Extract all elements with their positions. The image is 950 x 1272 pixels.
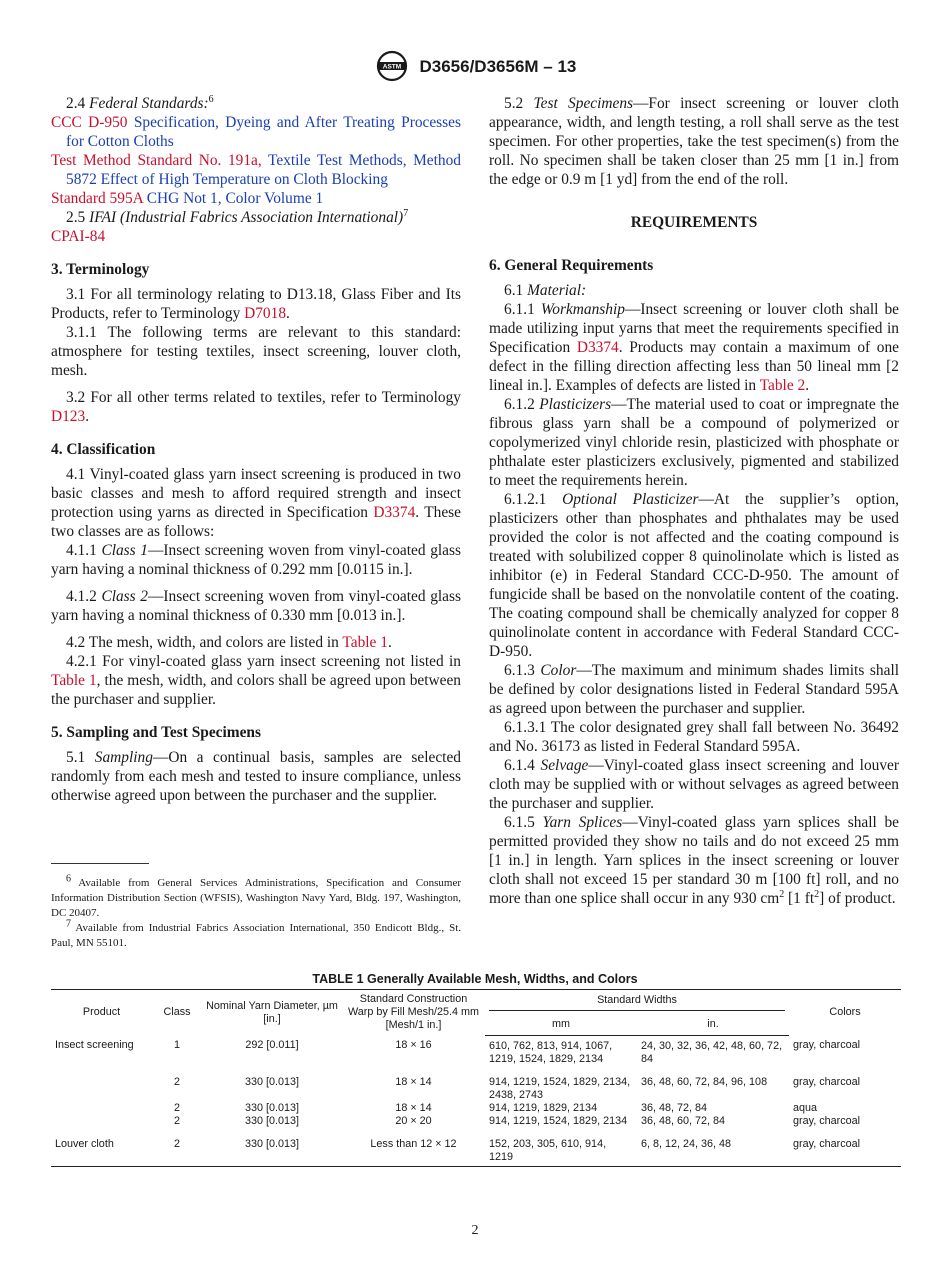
cell-diam: 330 [0.013]: [244, 1114, 300, 1127]
cell-product: Louver cloth: [51, 1128, 152, 1167]
cell-diam: 330 [0.013]: [244, 1075, 300, 1088]
table-row: [51, 1128, 901, 1167]
table-row: [51, 1115, 901, 1128]
cell-colors: gray, charcoal: [793, 1075, 861, 1088]
section-2-5: 2.5 IFAI (Industrial Fabrics Association International)$^7$: [66, 207, 409, 226]
para-6-1: 6.1 Material:: [504, 282, 587, 299]
para-6-1-3-1: 6.1.3.1 The color designated grey shall fall between No. 36492 and No. 36173 as listed in Federal Standard 595A.: [489, 719, 899, 755]
col-header-in: in.: [637, 1014, 789, 1035]
footnotes: [51, 873, 461, 951]
table-row: [51, 1102, 901, 1115]
para-4-2: 4.2 The mesh, width, and colors are listed in Table 1.: [66, 634, 392, 651]
para-4-1-1: 4.1.1 Class 1—Insect screening woven from vinyl-coated glass yarn having a nominal thickness of 0.292 mm [0.0115 in.].: [51, 542, 461, 578]
para-6-1-2-1: 6.1.2.1 Optional Plasticizer—At the supplier’s option, plasticizers other than phosphates and phthalates may be used provided the color is not affected and the coating compound is treated with solubilized copper 8 quinolinolate which is listed as inhibitor (e) in Federal Standard CCC-D-950. The amount of fungicide shall be based on the nonvolatile content of the coating. The coating compound shall be chemically analyzed for copper 8 quinolinolate content in accordance with Federal Standard CCC-D-950.: [489, 491, 899, 660]
para-6-1-2: 6.1.2 Plasticizers—The material used to coat or impregnate the fibrous glass yarn shall be a compound of polymerized or copolymerized vinyl chloride resin, plasticized with phosphate or phthalate ester plasticizers exclusively, pigmented and stabilized to meet the requirements herein.: [489, 396, 899, 489]
col-header-product: Product: [51, 990, 152, 1036]
col-header-colors: Colors: [789, 990, 901, 1036]
table-row: [51, 1066, 901, 1102]
cell-colors: gray, charcoal: [793, 1114, 861, 1127]
right-column: [489, 94, 899, 908]
col-header-standard-widths: Standard Widths: [489, 994, 785, 1011]
cell-product: [51, 1102, 152, 1115]
ref-cpai-84[interactable]: CPAI-84: [51, 228, 106, 245]
para-5-2: 5.2 Test Specimens—For insect screening or louver cloth appearance, width, and length testing, a roll shall serve as the test specimen. For other properties, take the test specimen(s) from the roll. No specimen shall be taken closer than 25 mm [1 in.] from the edge or 0.9 m [1 yd] from the end of the roll.: [489, 95, 899, 188]
heading-terminology: 3. Terminology: [51, 261, 150, 278]
cell-mm: 152, 203, 305, 610, 914, 1219: [485, 1128, 637, 1167]
link-d7018[interactable]: D7018: [244, 305, 287, 322]
table-1-caption: TABLE 1 Generally Available Mesh, Widths, and Colors: [312, 972, 638, 986]
col-header-mm: mm: [485, 1014, 637, 1035]
heading-requirements: REQUIREMENTS: [630, 214, 758, 231]
astm-logo-icon: [374, 50, 410, 82]
section-2-4: 2.4 Federal Standards:$^6$: [66, 93, 214, 112]
cell-in: 36, 48, 60, 72, 84, 96, 108: [641, 1075, 768, 1088]
cell-class: 2: [173, 1114, 180, 1127]
col-header-class: Class: [152, 990, 202, 1036]
cell-colors: gray, charcoal: [789, 1128, 901, 1167]
link-d123[interactable]: D123: [51, 408, 86, 425]
link-table-1[interactable]: Table 1: [51, 672, 97, 689]
para-6-1-3: 6.1.3 Color—The maximum and minimum shades limits shall be defined by color designations listed in Federal Standard 595A as agreed upon between the purchaser and supplier.: [489, 662, 899, 717]
page-number: 2: [471, 1223, 479, 1238]
para-6-1-4: 6.1.4 Selvage—Vinyl-coated glass insect screening and louver cloth may be supplied with or without selvages as agreed between the purchaser and supplier.: [489, 757, 899, 812]
footnote-divider: [51, 863, 149, 864]
cell-colors: gray, charcoal: [793, 1039, 861, 1051]
cell-mm: 914, 1219, 1524, 1829, 2134, 2438, 2743: [489, 1075, 631, 1101]
footnote-6: $^6$ Available from General Services Administrations, Specification and Consumer Information Distribution Section (WFSIS), Washington Navy Yard, Bldg. 197, Washington, DC 20407.: [51, 873, 461, 919]
cell-in: 36, 48, 60, 72, 84: [641, 1114, 726, 1127]
link-table-1[interactable]: Table 1: [342, 634, 388, 651]
para-4-2-1: 4.2.1 For vinyl-coated glass yarn insect screening not listed in Table 1, the mesh, width, and colors shall be agreed upon between the purchaser and supplier.: [51, 653, 461, 708]
left-column: [51, 94, 461, 805]
cell-class: 1: [173, 1039, 180, 1051]
footnote-7: $^7$ Available from Industrial Fabrics Association International, 350 Endicott Bldg., St. Paul, MN 55101.: [51, 918, 461, 949]
para-4-1-2: 4.1.2 Class 2—Insect screening woven from vinyl-coated glass yarn having a nominal thickness of 0.330 mm [0.013 in.].: [51, 588, 461, 624]
cell-colors: aqua: [793, 1101, 818, 1114]
para-5-1: 5.1 Sampling—On a continual basis, samples are selected randomly from each mesh and tested to insure compliance, unless otherwise agreed upon between the purchaser and the supplier.: [51, 749, 461, 804]
ref-test-method-191a[interactable]: Test Method Standard No. 191a, Textile Test Methods, Method 5872 Effect of High Temperature on Cloth Blocking: [51, 152, 461, 188]
cell-product: [51, 1066, 152, 1102]
cell-construction: 18 × 14: [395, 1075, 432, 1088]
para-3-1: 3.1 For all terminology relating to D13.18, Glass Fiber and Its Products, refer to Terminology D7018.: [51, 286, 461, 322]
cell-in: 6, 8, 12, 24, 36, 48: [637, 1128, 789, 1167]
link-d3374[interactable]: D3374: [576, 339, 619, 356]
heading-general-requirements: 6. General Requirements: [489, 257, 654, 274]
para-4-1: 4.1 Vinyl-coated glass yarn insect screening is produced in two basic classes and mesh to afford required strength and insect protection using yarns as directed in Specification D3374. These two classes are as follows:: [51, 466, 461, 540]
ref-ccc-d-950[interactable]: CCC D-950 Specification, Dyeing and After Treating Processes for Cotton Cloths: [51, 114, 461, 150]
cell-product: [51, 1115, 152, 1128]
table-row: [51, 1035, 901, 1066]
document-designation: D3656/D3656M – 13: [419, 56, 577, 76]
cell-construction: 18 × 16: [395, 1039, 432, 1051]
cell-mm: 610, 762, 813, 914, 1067, 1219, 1524, 1829, 2134: [489, 1039, 613, 1065]
link-table-2[interactable]: Table 2: [759, 377, 806, 394]
para-6-1-1: 6.1.1 Workmanship—Insect screening or louver cloth shall be made utilizing input yarns that meet the requirements specified in Specification D3374. Products may contain a maximum of one defect in the filling direction affecting less than 50 lineal mm [2 lineal in.]. Examples of defects are listed in Table 2.: [489, 301, 900, 394]
cell-diam: 330 [0.013]: [244, 1101, 300, 1114]
para-6-1-5: 6.1.5 Yarn Splices—Vinyl-coated glass yarn splices shall be permitted provided they show no tails and do not exceed 25 mm [1 in.] in length. Yarn splices in the insect screening or louver cloth shall not exceed 15 per standard 30 m [100 ft] roll, and no more than one splice shall occur in any 930 $cm^2$ [1 $ft^2$] of product.: [489, 814, 899, 907]
table-1: [51, 989, 901, 1167]
ref-standard-595a[interactable]: Standard 595A CHG Not 1, Color Volume 1: [51, 190, 324, 207]
para-3-2: 3.2 For all other terms related to textiles, refer to Terminology D123.: [51, 389, 461, 425]
cell-product: Insect screening: [55, 1039, 134, 1051]
para-3-1-1: 3.1.1 The following terms are relevant to this standard: atmosphere for testing textiles, insect screening, louver cloth, mesh.: [51, 324, 461, 379]
page-header: [0, 50, 950, 82]
cell-in: 36, 48, 72, 84: [641, 1101, 708, 1114]
col-header-diameter: Nominal Yarn Diameter, µm [in.]: [202, 990, 342, 1036]
cell-class: 2: [173, 1101, 180, 1114]
cell-class: 2: [173, 1075, 180, 1088]
col-header-construction: Standard Construction Warp by Fill Mesh/25.4 mm [Mesh/1 in.]: [342, 990, 485, 1036]
cell-in: 24, 30, 32, 36, 42, 48, 60, 72, 84: [641, 1039, 783, 1065]
astm-logo-text: ASTM: [382, 63, 401, 71]
cell-construction: 20 × 20: [395, 1114, 432, 1127]
cell-diam: 330 [0.013]: [202, 1128, 342, 1167]
heading-sampling: 5. Sampling and Test Specimens: [51, 724, 261, 741]
cell-mm: 914, 1219, 1829, 2134: [489, 1101, 598, 1114]
link-d3374[interactable]: D3374: [373, 504, 416, 521]
cell-class: 2: [152, 1128, 202, 1167]
cell-construction: Less than 12 × 12: [342, 1128, 485, 1167]
cell-construction: 18 × 14: [395, 1101, 432, 1114]
heading-classification: 4. Classification: [51, 441, 156, 458]
cell-diam: 292 [0.011]: [245, 1039, 299, 1051]
cell-mm: 914, 1219, 1524, 1829, 2134: [489, 1114, 628, 1127]
